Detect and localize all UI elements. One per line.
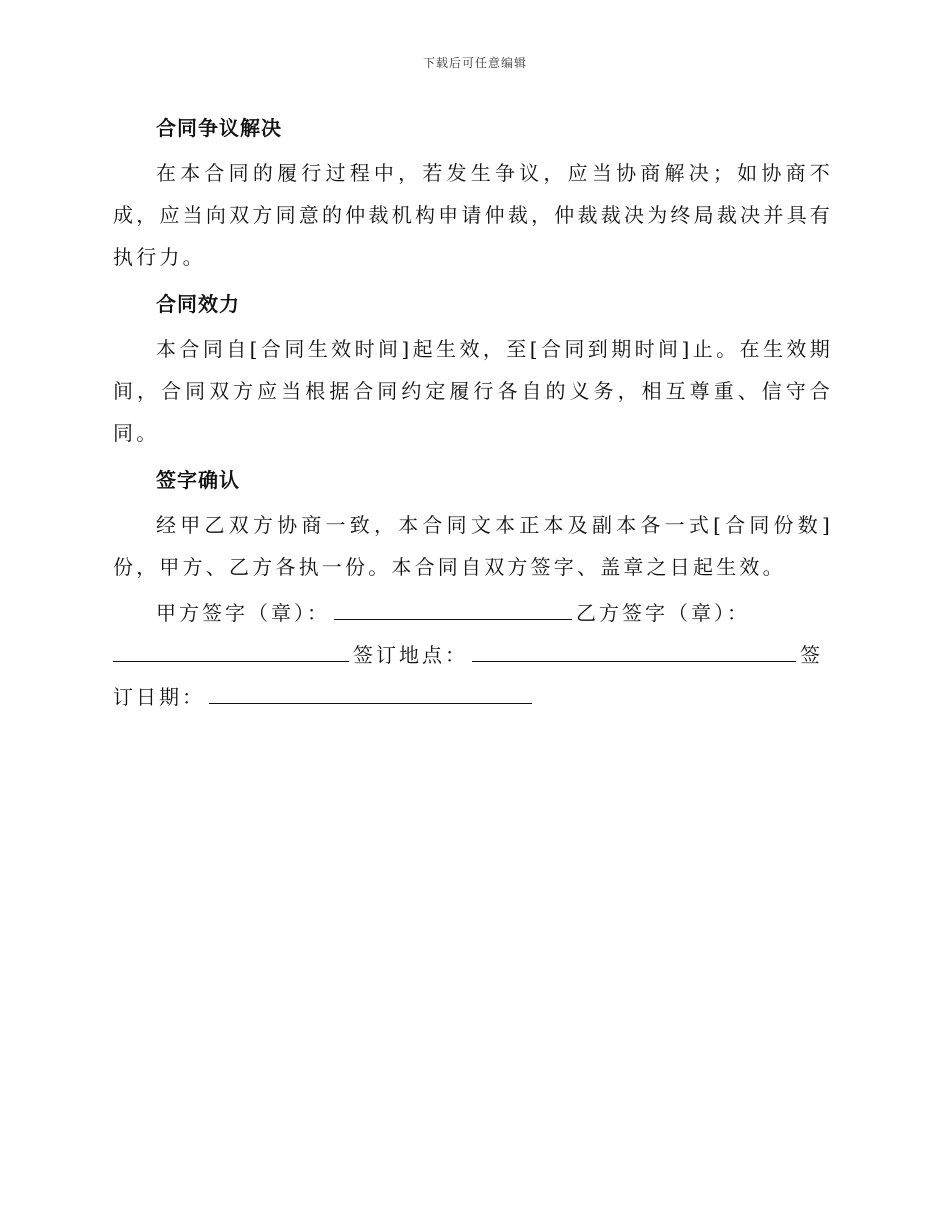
signature-line-2 — [113, 634, 833, 676]
section-body-signature: 经甲乙双方协商一致，本合同文本正本及副本各一式[合同份数]份，甲方、乙方各执一份。本合同自双方签字、盖章之日起生效。 — [113, 513, 833, 579]
sign-place-label: 签订地点： — [353, 643, 468, 667]
section-heading-signature: 签字确认 — [156, 468, 240, 492]
signature-line-1 — [113, 592, 833, 634]
sign-date-label-part1: 签 — [800, 643, 823, 667]
party-a-sign-label: 甲方签字（章）： — [156, 601, 330, 625]
sign-date-field[interactable] — [209, 683, 532, 704]
section-heading-dispute: 合同争议解决 — [156, 116, 282, 140]
party-a-sign-field[interactable] — [334, 599, 572, 620]
section-body-dispute: 在本合同的履行过程中，若发生争议，应当协商解决；如协商不成，应当向双方同意的仲裁机构申请仲裁，仲裁裁决为终局裁决并具有执行力。 — [113, 161, 833, 269]
sign-date-label-part2: 订日期： — [113, 685, 205, 709]
party-b-sign-field[interactable] — [113, 641, 349, 662]
signature-block — [113, 592, 833, 718]
section-heading-effect: 合同效力 — [156, 292, 240, 316]
section-body-effect: 本合同自[合同生效时间]起生效，至[合同到期时间]止。在生效期间，合同双方应当根据合同约定履行各自的义务，相互尊重、信守合同。 — [113, 337, 833, 445]
party-b-sign-label: 乙方签字（章）： — [576, 601, 750, 625]
sign-place-field[interactable] — [472, 641, 796, 662]
document-body — [113, 108, 833, 718]
signature-line-3 — [113, 676, 833, 718]
header-note: 下载后可任意编辑 — [422, 56, 527, 70]
